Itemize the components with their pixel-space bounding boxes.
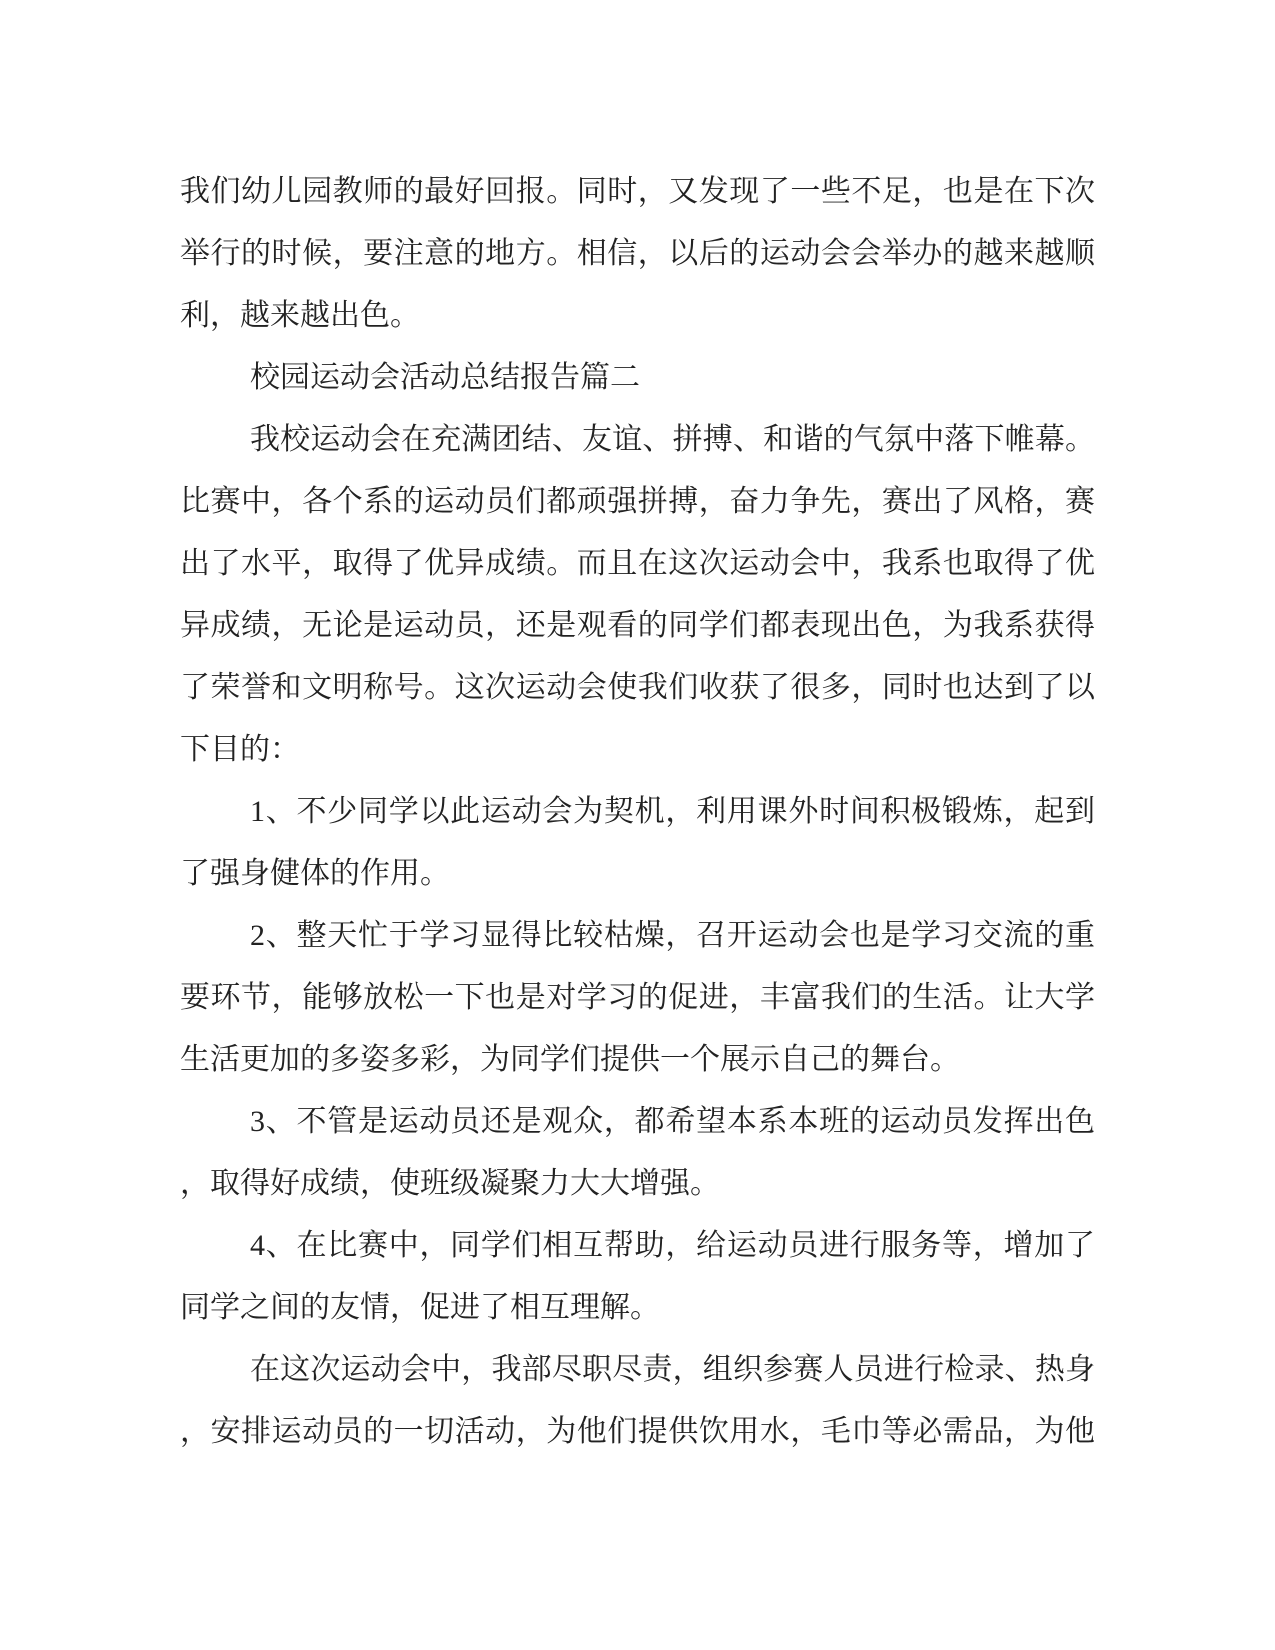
document-body: [180, 161, 1095, 1463]
text-line: 4、在比赛中，同学们相互帮助，给运动员进行服务等，增加了: [250, 1229, 1095, 1262]
text-line: 举行的时候，要注意的地方。相信，以后的运动会会举办的越来越顺: [180, 237, 1095, 270]
text-line: 同学之间的友情，促进了相互理解。: [180, 1291, 660, 1324]
text-line: 了荣誉和文明称号。这次运动会使我们收获了很多，同时也达到了以: [180, 671, 1095, 704]
text-line: 出了水平，取得了优异成绩。而且在这次运动会中，我系也取得了优: [180, 547, 1095, 580]
text-line: 我们幼儿园教师的最好回报。同时，又发现了一些不足，也是在下次: [180, 175, 1095, 208]
text-line: 下目的：: [180, 733, 300, 766]
text-line: 利，越来越出色。: [180, 299, 420, 332]
text-line: 比赛中，各个系的运动员们都顽强拼搏，奋力争先，赛出了风格，赛: [180, 485, 1095, 518]
text-line: 要环节，能够放松一下也是对学习的促进，丰富我们的生活。让大学: [180, 981, 1095, 1014]
text-line: ，安排运动员的一切活动，为他们提供饮用水，毛巾等必需品，为他: [180, 1415, 1095, 1448]
section-heading: 校园运动会活动总结报告篇二: [250, 361, 640, 394]
text-line: 我校运动会在充满团结、友谊、拼搏、和谐的气氛中落下帷幕。: [250, 423, 1095, 456]
text-line: 2、整天忙于学习显得比较枯燥，召开运动会也是学习交流的重: [250, 919, 1095, 952]
text-line: 生活更加的多姿多彩，为同学们提供一个展示自己的舞台。: [180, 1043, 960, 1076]
text-line: 3、不管是运动员还是观众，都希望本系本班的运动员发挥出色: [250, 1105, 1095, 1138]
text-line: ，取得好成绩，使班级凝聚力大大增强。: [180, 1167, 720, 1200]
text-line: 异成绩，无论是运动员，还是观看的同学们都表现出色，为我系获得: [180, 609, 1095, 642]
text-line: 1、不少同学以此运动会为契机，利用课外时间积极锻炼，起到: [250, 795, 1095, 828]
text-line: 了强身健体的作用。: [180, 857, 450, 890]
text-line: 在这次运动会中，我部尽职尽责，组织参赛人员进行检录、热身: [250, 1353, 1095, 1386]
